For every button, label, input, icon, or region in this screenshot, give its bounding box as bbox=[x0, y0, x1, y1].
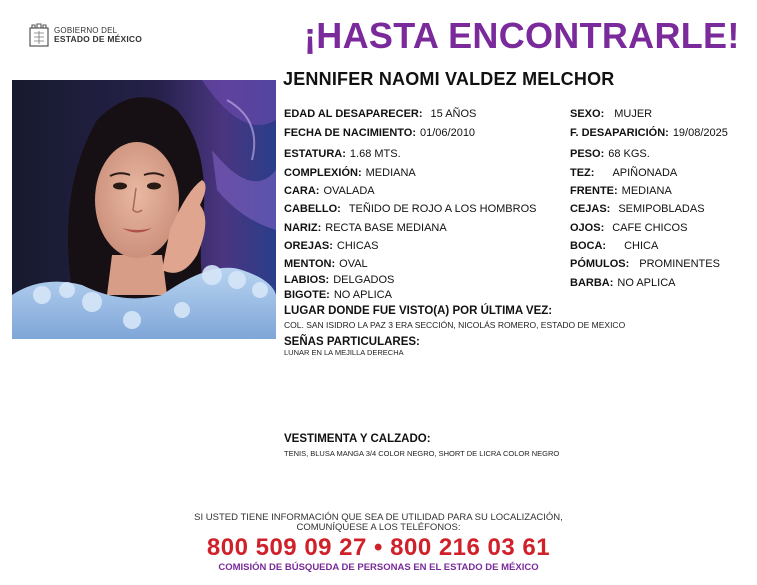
field-frente bbox=[570, 185, 672, 198]
field-value: APIÑONADA bbox=[612, 167, 678, 179]
field-label: FRENTE: bbox=[570, 185, 618, 197]
field-value: MEDIANA bbox=[621, 185, 672, 197]
field-value: NO APLICA bbox=[617, 277, 676, 289]
field-nacimiento bbox=[284, 127, 475, 140]
field-boca bbox=[570, 240, 658, 253]
field-value: CAFE CHICOS bbox=[612, 222, 688, 234]
field-label: OREJAS: bbox=[284, 240, 333, 252]
field-value: CHICAS bbox=[336, 240, 379, 252]
field-label: OJOS: bbox=[570, 222, 605, 234]
person-photo bbox=[12, 80, 276, 339]
field-value: SEMIPOBLADAS bbox=[618, 203, 705, 215]
state-seal-icon bbox=[28, 22, 50, 48]
field-value: 01/06/2010 bbox=[420, 127, 476, 139]
field-label: PESO: bbox=[570, 148, 605, 160]
field-value: MEDIANA bbox=[365, 167, 416, 179]
field-label: CEJAS: bbox=[570, 203, 611, 215]
field-label: SEXO: bbox=[570, 108, 605, 120]
government-logo bbox=[28, 22, 142, 48]
field-value: CHICA bbox=[624, 240, 659, 252]
field-sexo bbox=[570, 108, 652, 121]
logo-line1: GOBIERNO DEL bbox=[54, 26, 118, 35]
field-barba bbox=[570, 277, 675, 290]
field-label: F. DESAPARICIÓN: bbox=[570, 127, 669, 139]
field-label: FECHA DE NACIMIENTO: bbox=[284, 127, 416, 139]
field-desaparicion bbox=[570, 127, 728, 140]
field-label: BARBA: bbox=[570, 277, 614, 289]
field-value: OVAL bbox=[339, 258, 368, 270]
phone-separator: • bbox=[374, 534, 383, 561]
field-cara bbox=[284, 185, 375, 198]
field-labios bbox=[284, 274, 394, 287]
vestimenta-text: TENIS, BLUSA MANGA 3/4 COLOR NEGRO, SHORT DE LICRA COLOR NEGRO bbox=[284, 449, 560, 458]
field-label: CABELLO: bbox=[284, 203, 341, 215]
field-label: NARIZ: bbox=[284, 222, 322, 234]
field-value: DELGADOS bbox=[333, 274, 395, 286]
field-menton bbox=[284, 258, 368, 271]
field-value: NO APLICA bbox=[333, 289, 392, 301]
lugar-text: COL. SAN ISIDRO LA PAZ 3 ERA SECCIÓN, NICOLÁS ROMERO, ESTADO DE MEXICO bbox=[284, 320, 626, 330]
phone-numbers bbox=[0, 534, 757, 562]
field-bigote bbox=[284, 289, 392, 302]
field-peso bbox=[570, 148, 650, 161]
person-name: JENNIFER NAOMI VALDEZ MELCHOR bbox=[283, 69, 615, 89]
field-label: CARA: bbox=[284, 185, 320, 197]
field-cabello bbox=[284, 203, 536, 216]
field-tez bbox=[570, 167, 677, 180]
info-line1: SI USTED TIENE INFORMACIÓN QUE SEA DE UTILIDAD PARA SU LOCALIZACIÓN, bbox=[194, 512, 563, 523]
phone-2[interactable]: 800 216 03 61 bbox=[390, 534, 551, 561]
field-edad bbox=[284, 108, 476, 121]
field-label: EDAD AL DESAPARECER: bbox=[284, 108, 423, 120]
field-ojos bbox=[570, 222, 687, 235]
headline: ¡HASTA ENCONTRARLE! bbox=[304, 15, 740, 56]
phone-1[interactable]: 800 509 09 27 bbox=[206, 534, 367, 561]
field-value: RECTA BASE MEDIANA bbox=[325, 222, 447, 234]
field-orejas bbox=[284, 240, 378, 253]
field-label: ESTATURA: bbox=[284, 148, 346, 160]
field-value: TEÑIDO DE ROJO A LOS HOMBROS bbox=[348, 203, 537, 215]
field-value: 1.68 MTS. bbox=[349, 148, 401, 160]
logo-text bbox=[54, 26, 142, 44]
field-label: COMPLEXIÓN: bbox=[284, 167, 362, 179]
field-value: 68 KGS. bbox=[608, 148, 650, 160]
field-estatura bbox=[284, 148, 401, 161]
field-nariz bbox=[284, 222, 447, 235]
commission-name: COMISIÓN DE BÚSQUEDA DE PERSONAS EN EL ESTADO DE MÉXICO bbox=[218, 562, 539, 573]
senas-text: LUNAR EN LA MEJILLA DERECHA bbox=[284, 348, 404, 357]
logo-line2: ESTADO DE MÉXICO bbox=[54, 34, 143, 44]
info-line2: COMUNÍQUESE A LOS TELÉFONOS: bbox=[296, 522, 461, 533]
vestimenta-title: VESTIMENTA Y CALZADO: bbox=[284, 433, 431, 445]
field-label: TEZ: bbox=[570, 167, 595, 179]
field-complexion bbox=[284, 167, 416, 180]
field-label: BIGOTE: bbox=[284, 289, 330, 301]
field-label: PÓMULOS: bbox=[570, 258, 630, 270]
senas-title: SEÑAS PARTICULARES: bbox=[284, 336, 420, 348]
field-label: LABIOS: bbox=[284, 274, 330, 286]
field-value: OVALADA bbox=[323, 185, 375, 197]
lugar-title: LUGAR DONDE FUE VISTO(A) POR ÚLTIMA VEZ: bbox=[284, 305, 553, 317]
field-cejas bbox=[570, 203, 705, 216]
field-value: PROMINENTES bbox=[639, 258, 720, 270]
field-label: MENTON: bbox=[284, 258, 336, 270]
field-pomulos bbox=[570, 258, 720, 271]
field-value: 19/08/2025 bbox=[672, 127, 728, 139]
field-label: BOCA: bbox=[570, 240, 607, 252]
field-value: 15 AÑOS bbox=[430, 108, 477, 120]
field-value: MUJER bbox=[614, 108, 653, 120]
